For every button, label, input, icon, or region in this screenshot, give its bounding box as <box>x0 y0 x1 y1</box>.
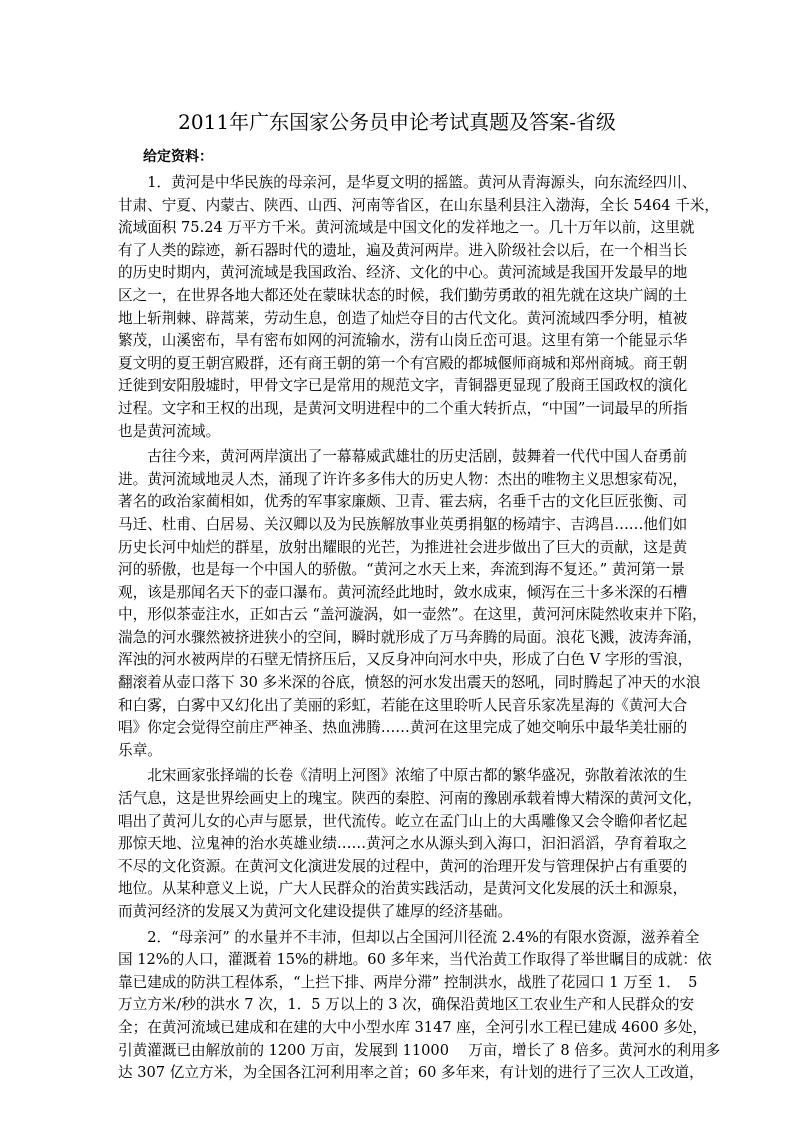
paragraph <box>118 765 702 923</box>
paragraph <box>118 927 721 1085</box>
text-line: 河的骄傲，也是每一个中国人的骄傲。“黄河之水天上来，奔流到海不复还。” 黄河第一景 <box>118 561 685 579</box>
text-line: 繁茂，山溪密布，旱有密布如网的河流输水，涝有山岗丘峦可退。这里有第一个能显示华 <box>118 332 688 350</box>
text-line: 观，该是那闻名天下的壶口瀑布。黄河流经此地时，敛水成束，倾泻在三十多米深的石槽 <box>118 583 688 601</box>
text-line: 区之一，在世界各地大都还处在蒙昧状态的时候，我们勤劳勇敢的祖先就在这块广阔的土 <box>118 286 688 304</box>
text-line: 过程。文字和王权的出现，是黄河文明进程中的二个重大转折点，“中国”一词最早的所指 <box>118 399 688 417</box>
document-body <box>118 172 721 1088</box>
text-line: 有了人类的踪迹，新石器时代的遗址，遍及黄河两岸。进入阶级社会以后，在一个相当长 <box>118 241 688 259</box>
text-line: 甘肃、宁夏、内蒙古、陕西、山西、河南等省区，在山东垦利县注入渤海，全长 5464 千米， <box>118 196 719 214</box>
text-line: 流域面积 75.24 万平方千米。黄河流域是中国文化的发祥地之一。几十万年以前，这里就 <box>118 219 695 237</box>
text-line: 历史长河中灿烂的群星，放射出耀眼的光芒，为推进社会进步做出了巨大的贡献，这是黄 <box>118 538 688 556</box>
text-line: 唱》你定会觉得空前庄严神圣、热血沸腾……黄河在这里完成了她交响乐中最华美壮丽的 <box>118 719 688 737</box>
text-line: 2．“母亲河” 的水量并不丰沛，但却以占全国河川径流 2.4%的有限水资源，滋养着全 <box>118 928 700 946</box>
section-label: 给定资料： <box>143 149 213 165</box>
text-line: 引黄灌溉已由解放前的 1200 万亩，发展到 11000 万亩，增长了 8 倍多。黄河水的利用多 <box>118 1041 721 1059</box>
text-line: 而黄河经济的发展又为黄河文化建设提供了雄厚的经济基础。 <box>118 903 513 920</box>
text-line: 翻滚着从壶口落下 30 多米深的谷底，愤怒的河水发出震天的怒吼，同时腾起了冲天的水浪 <box>118 674 701 692</box>
text-line: 万立方米/秒的洪水 7 次，1．5 万以上的 3 次，确保沿黄地区工农业生产和人民群众的安 <box>118 996 695 1014</box>
text-line: 马迁、杜甫、白居易、关汉卿以及为民族解放事业英勇捐躯的杨靖宇、吉鸿昌……他们如 <box>118 515 688 533</box>
text-line: 不尽的文化资源。在黄河文化演进发展的过程中，黄河的治理开发与管理保护占有重要的 <box>118 857 688 875</box>
document-title: 2011年广东国家公务员申论考试真题及答案-省级 <box>178 110 616 134</box>
text-line: 也是黄河流域。 <box>118 422 221 440</box>
text-line: 古往今来，黄河两岸演出了一幕幕威武雄壮的历史活剧，鼓舞着一代代中国人奋勇前 <box>118 448 688 466</box>
text-line: 的历史时期内，黄河流域是我国政治、经济、文化的中心。黄河流域是我国开发最早的地 <box>118 264 688 282</box>
text-line: 和白雾，白雾中又幻化出了美丽的彩虹，若能在这里聆听人民音乐家冼星海的《黄河大合 <box>118 696 688 714</box>
text-line: 浑浊的河水被两岸的石壁无情挤压后，又反身冲向河水中央，形成了白色 V 字形的雪浪， <box>118 651 693 669</box>
text-line: 迁徙到安阳殷墟时，甲骨文字已是常用的规范文字，青铜器更显现了殷商王国政权的演化 <box>118 377 688 395</box>
text-line: 唱出了黄河儿女的心声与愿景，世代流传。屹立在孟门山上的大禹雕像又会令瞻仰者忆起 <box>118 812 688 830</box>
text-line: 达 307 亿立方米，为全国各江河利用率之首；60 多年来，有计划的进行了三次人工改道， <box>118 1064 704 1082</box>
text-line: 1．黄河是中华民族的母亲河，是华夏文明的摇篮。黄河从青海源头，向东流经四川、 <box>118 174 697 191</box>
text-line: 北宋画家张择端的长卷《清明上河图》浓缩了中原古都的繁华盛况，弥散着浓浓的生 <box>118 767 688 785</box>
text-line: 乐章。 <box>118 741 162 759</box>
text-line: 地位。从某种意义上说，广大人民群众的治黄实践活动，是黄河文化发展的沃土和源泉， <box>118 880 688 898</box>
text-line: 中，形似茶壶注水，正如古云 “盖河漩涡，如一壶然”。在这里，黄河河床陡然收束并下陷， <box>118 606 707 624</box>
text-line: 那惊天地、泣鬼神的治水英雄业绩……黄河之水从源头到入海口，汩汩滔滔，孕育着取之 <box>118 835 688 853</box>
text-line: 靠已建成的防洪工程体系，“上拦下排、两岸分滞” 控制洪水，战胜了花园口 1 万至 1． 5 <box>118 973 698 991</box>
paragraph <box>118 172 719 443</box>
text-line: 湍急的河水骤然被挤进狭小的空间，瞬时就形成了万马奔腾的局面。浪花飞溅，波涛奔涌， <box>118 628 702 646</box>
text-line: 活气息，这是世界绘画史上的瑰宝。陕西的秦腔、河南的豫剧承载着博大精深的黄河文化， <box>118 790 702 808</box>
text-line: 进。黄河流域地灵人杰，涌现了许许多多伟大的历史人物：杰出的唯物主义思想家荀况， <box>118 470 688 488</box>
text-line: 著名的政治家蔺相如，优秀的军事家廉颇、卫青、霍去病，名垂千古的文化巨匠张衡、司 <box>118 493 688 511</box>
text-line: 地上斩荆棘、辟蒿莱，劳动生息，创造了灿烂夺目的古代文化。黄河流域四季分明，植被 <box>118 309 688 327</box>
text-line: 夏文明的夏王朝宫殿群，还有商王朝的第一个有宫殿的都城偃师商城和郑州商城。商王朝 <box>118 354 688 372</box>
text-line: 国 12%的人口，灌溉着 15%的耕地。60 多年来，当代治黄工作取得了举世瞩目的成就：依 <box>118 951 712 969</box>
paragraph <box>118 446 707 762</box>
text-line: 全；在黄河流域已建成和在建的大中小型水库 3147 座，全河引水工程已建成 4600 多处， <box>118 1018 708 1036</box>
